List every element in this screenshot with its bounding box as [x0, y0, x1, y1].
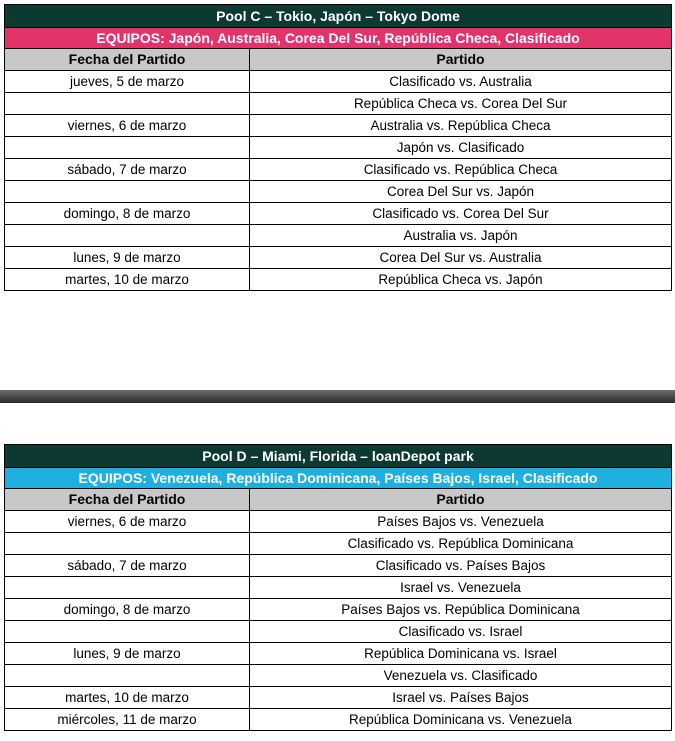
match-pairing: Venezuela vs. Clasificado [383, 668, 538, 683]
table-row [5, 70, 671, 92]
col-match-header: Partido [436, 491, 485, 507]
table-row [5, 136, 671, 158]
pool-d-teams: EQUIPOS: Venezuela, República Dominicana, Países Bajos, Israel, Clasificado [5, 468, 671, 489]
match-date [5, 93, 250, 114]
match-pairing: Clasificado vs. República Checa [363, 162, 558, 177]
table-row [5, 268, 671, 290]
table-row [5, 686, 671, 708]
match-date: martes, 10 de marzo [5, 269, 250, 290]
match-pairing: República Dominicana vs. Venezuela [349, 712, 572, 727]
match-date: miércoles, 11 de marzo [5, 709, 250, 730]
table-row [5, 202, 671, 224]
match-pairing: Israel vs. Venezuela [400, 580, 521, 595]
pool-c-column-header [5, 49, 671, 70]
col-date-header: Fecha del Partido [5, 49, 250, 70]
match-date: domingo, 8 de marzo [5, 203, 250, 224]
match-pairing: Países Bajos vs. República Dominicana [341, 602, 580, 617]
pool-d-title: Pool D – Miami, Florida – loanDepot park [5, 445, 671, 468]
match-date [5, 621, 250, 642]
match-date [5, 665, 250, 686]
match-pairing: Israel vs. Países Bajos [392, 690, 529, 705]
match-date: viernes, 6 de marzo [5, 115, 250, 136]
pool-c-title: Pool C – Tokio, Japón – Tokyo Dome [5, 5, 671, 28]
table-row [5, 224, 671, 246]
col-match-header: Partido [436, 51, 485, 67]
match-pairing: Clasificado vs. Países Bajos [375, 558, 546, 573]
table-row [5, 598, 671, 620]
table-row [5, 532, 671, 554]
match-pairing: Clasificado vs. Corea Del Sur [372, 206, 549, 221]
table-row [5, 554, 671, 576]
table-row [5, 708, 671, 730]
match-pairing: República Checa vs. Corea Del Sur [353, 96, 568, 111]
table-row [5, 576, 671, 598]
match-date: domingo, 8 de marzo [5, 599, 250, 620]
match-date [5, 533, 250, 554]
match-pairing: República Checa vs. Japón [378, 272, 543, 287]
match-date [5, 137, 250, 158]
table-row [5, 246, 671, 268]
pool-d-column-header [5, 489, 671, 510]
pool-c-teams: EQUIPOS: Japón, Australia, Corea Del Sur, República Checa, Clasificado [5, 28, 671, 49]
match-pairing: Corea Del Sur vs. Australia [379, 250, 542, 265]
match-date [5, 181, 250, 202]
match-pairing: Australia vs. República Checa [370, 118, 551, 133]
match-date: lunes, 9 de marzo [5, 643, 250, 664]
table-row [5, 158, 671, 180]
pool-d-table [4, 444, 672, 731]
col-date-header: Fecha del Partido [5, 489, 250, 510]
match-pairing: Corea Del Sur vs. Japón [386, 184, 535, 199]
match-date: jueves, 5 de marzo [5, 71, 250, 92]
table-row [5, 620, 671, 642]
match-pairing: Clasificado vs. Australia [389, 74, 532, 89]
table-row [5, 664, 671, 686]
match-pairing: Japón vs. Clasificado [396, 140, 525, 155]
match-pairing: República Dominicana vs. Israel [364, 646, 557, 661]
match-date: lunes, 9 de marzo [5, 247, 250, 268]
match-pairing: Clasificado vs. República Dominicana [347, 536, 574, 551]
table-row [5, 92, 671, 114]
match-date: martes, 10 de marzo [5, 687, 250, 708]
table-row [5, 180, 671, 202]
match-date [5, 577, 250, 598]
match-date: viernes, 6 de marzo [5, 511, 250, 532]
pool-c-table [4, 4, 672, 291]
match-pairing: Países Bajos vs. Venezuela [377, 514, 544, 529]
table-row [5, 114, 671, 136]
table-row [5, 642, 671, 664]
match-date: sábado, 7 de marzo [5, 159, 250, 180]
match-pairing: Clasificado vs. Israel [398, 624, 523, 639]
table-row [5, 510, 671, 532]
section-divider [0, 390, 675, 403]
match-pairing: Australia vs. Japón [403, 228, 518, 243]
match-date [5, 225, 250, 246]
match-date: sábado, 7 de marzo [5, 555, 250, 576]
